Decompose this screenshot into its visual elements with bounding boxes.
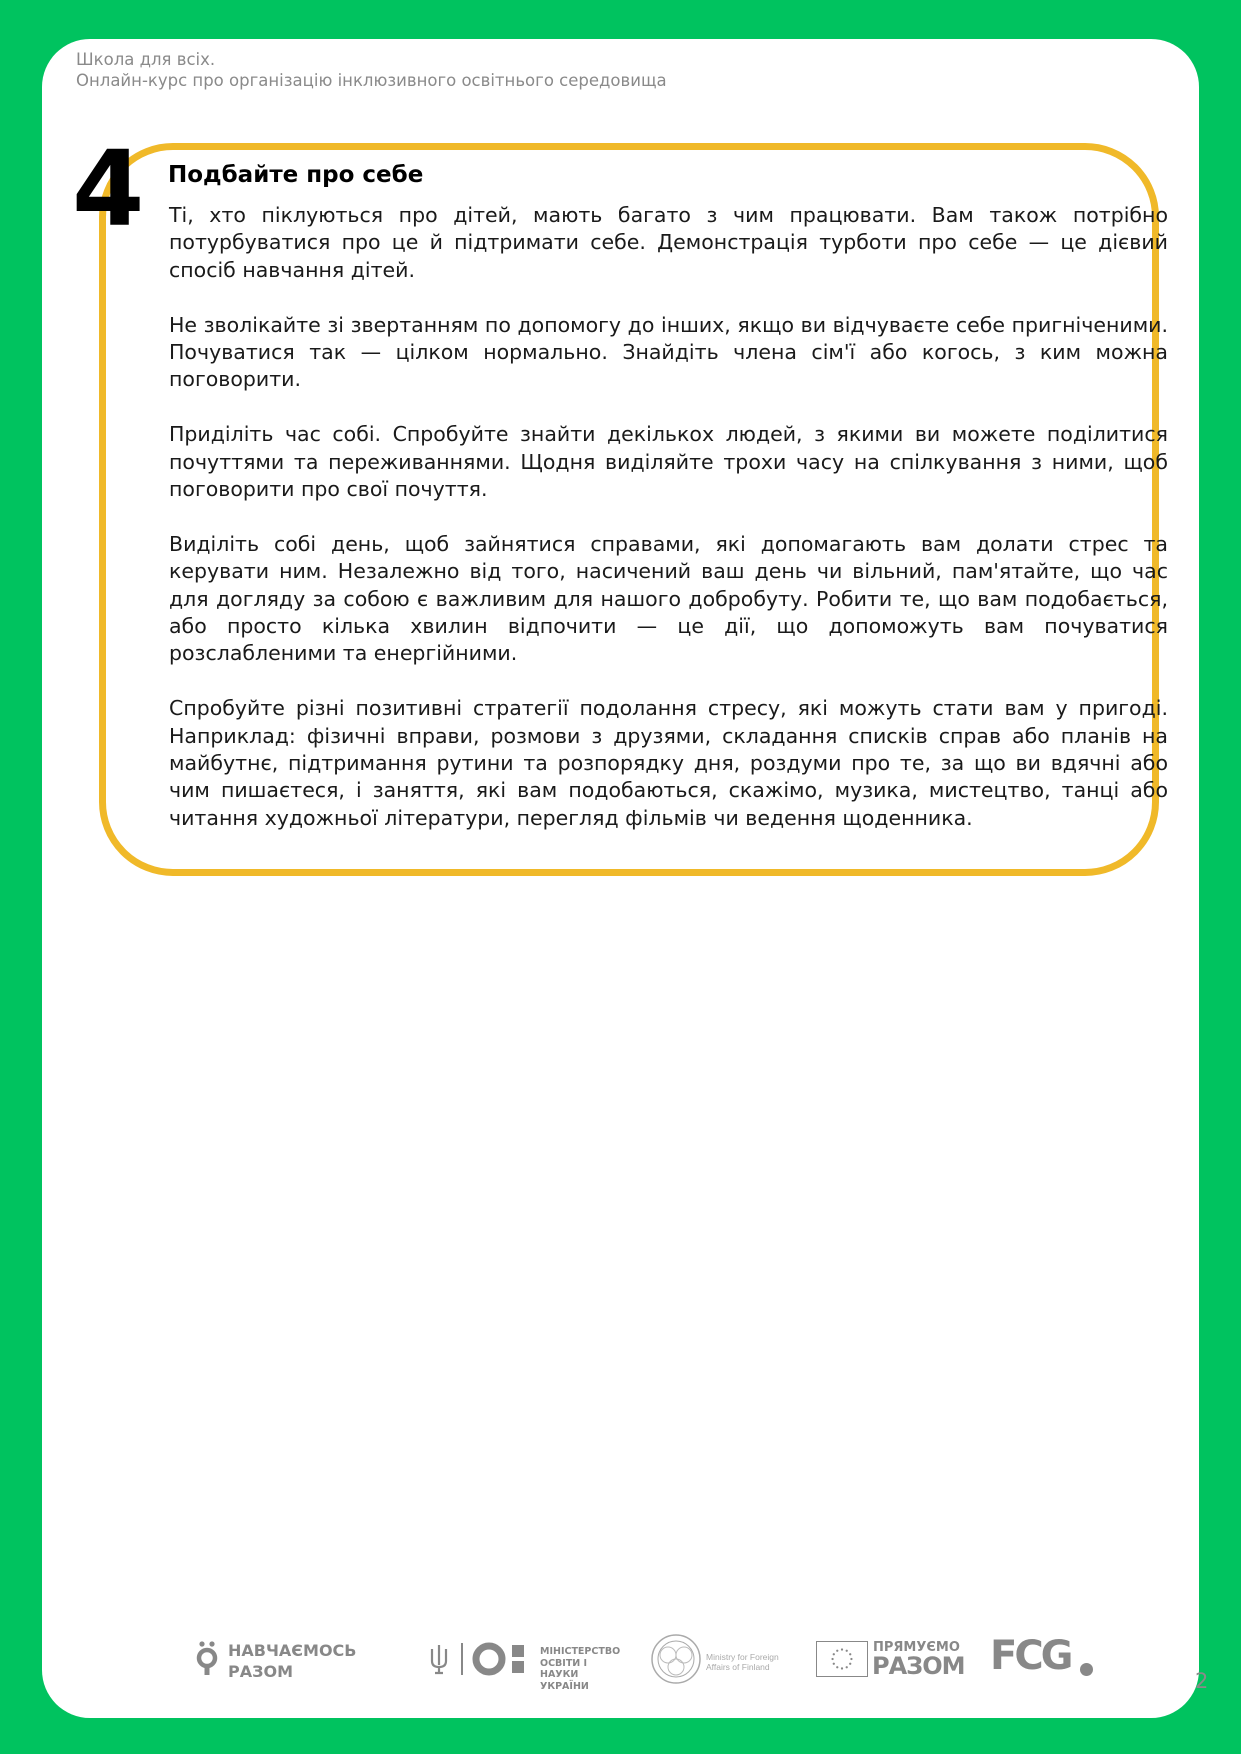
- navchaemos-line2: РАЗОМ: [228, 1662, 293, 1681]
- finland-line1: Ministry for Foreign: [706, 1652, 779, 1662]
- ministry-line1: МІНІСТЕРСТВО: [540, 1646, 621, 1657]
- eu-pryamuemo-razom-logo: [816, 1629, 965, 1689]
- body-paragraph: Не зволікайте зі звертанням по допомогу до інших, якщо ви відчуваєте себе пригніченими. Почуватися так — цілком нормально. Знайдіть члена сім'ї або когось, з ким можна поговорити.: [169, 312, 1168, 392]
- mon-emblem-icon: [472, 1642, 528, 1676]
- page: [42, 39, 1209, 1718]
- eu-line2: РАЗОМ: [872, 1652, 965, 1680]
- navchaemos-logo-icon: [196, 1641, 218, 1675]
- section-body: [169, 202, 1168, 832]
- ministry-line2: ОСВІТИ І НАУКИ: [540, 1657, 588, 1680]
- navchaemos-razom-logo: [192, 1629, 362, 1689]
- page-header: [76, 49, 667, 91]
- header-course-name: Школа для всіх.: [76, 50, 216, 69]
- fcg-dot-icon: [1080, 1663, 1093, 1676]
- body-paragraph: Спробуйте різні позитивні стратегії подолання стресу, які можуть стати вам у пригоді. Наприклад: фізичні вправи, розмови з друзями, складання списків справ або планів на майбутнє, підтримання рутини та розпорядку дня, роздуми про те, за що ви вдячні або чим пишаєтеся, і заняття, які вам подобаються, скажімо, музика, мистецтво, танці або читання художньої літератури, перегляд фільмів чи ведення щоденника.: [169, 696, 1168, 830]
- eu-line1: ПРЯМУЄМО: [873, 1640, 960, 1655]
- body-paragraph: Ті, хто піклуються про дітей, мають багато з чим працювати. Вам також потрібно потурбуватися про це й підтримати себе. Демонстрація турботи про себе — це дієвий спосіб навчання дітей.: [169, 203, 1168, 282]
- partner-logos: [192, 1629, 1092, 1692]
- finland-emblem-icon: [650, 1633, 702, 1685]
- ministry-education-logo: [428, 1629, 628, 1692]
- body-paragraph: Виділіть собі день, щоб зайнятися справами, які допомагають вам долати стрес та керувати ним. Незалежно від того, насичений ваш день чи вільний, пам'ятайте, що час для догляду за собою є важливим для нашого добробуту. Робити те, що вам подобається, або просто кілька хвилин відпочити — це дії, що допоможуть вам почуватися розслабленими та енергійними.: [169, 531, 1168, 666]
- finland-ministry-logo: [650, 1629, 790, 1689]
- fcg-wordmark: FCG: [990, 1633, 1071, 1679]
- section-number: 4: [72, 128, 141, 250]
- logo-divider: [461, 1643, 463, 1675]
- finland-line2: Affairs of Finland: [706, 1662, 770, 1672]
- fcg-logo: [990, 1629, 1100, 1689]
- trident-icon: [428, 1643, 450, 1675]
- ministry-line3: УКРАЇНИ: [540, 1680, 589, 1692]
- section-title: Подбайте про себе: [168, 162, 424, 188]
- eu-flag-icon: [816, 1641, 868, 1677]
- header-course-subtitle: Онлайн-курс про організацію інклюзивного освітнього середовища: [76, 71, 667, 90]
- body-paragraph: Приділіть час собі. Спробуйте знайти декількох людей, з якими ви можете поділитися почуттями та переживаннями. Щодня виділяйте трохи часу на спілкування з ними, щоб поговорити про свої почуття.: [169, 422, 1168, 502]
- navchaemos-line1: НАВЧАЄМОСЬ: [228, 1641, 357, 1660]
- page-number: 2: [1195, 1669, 1209, 1693]
